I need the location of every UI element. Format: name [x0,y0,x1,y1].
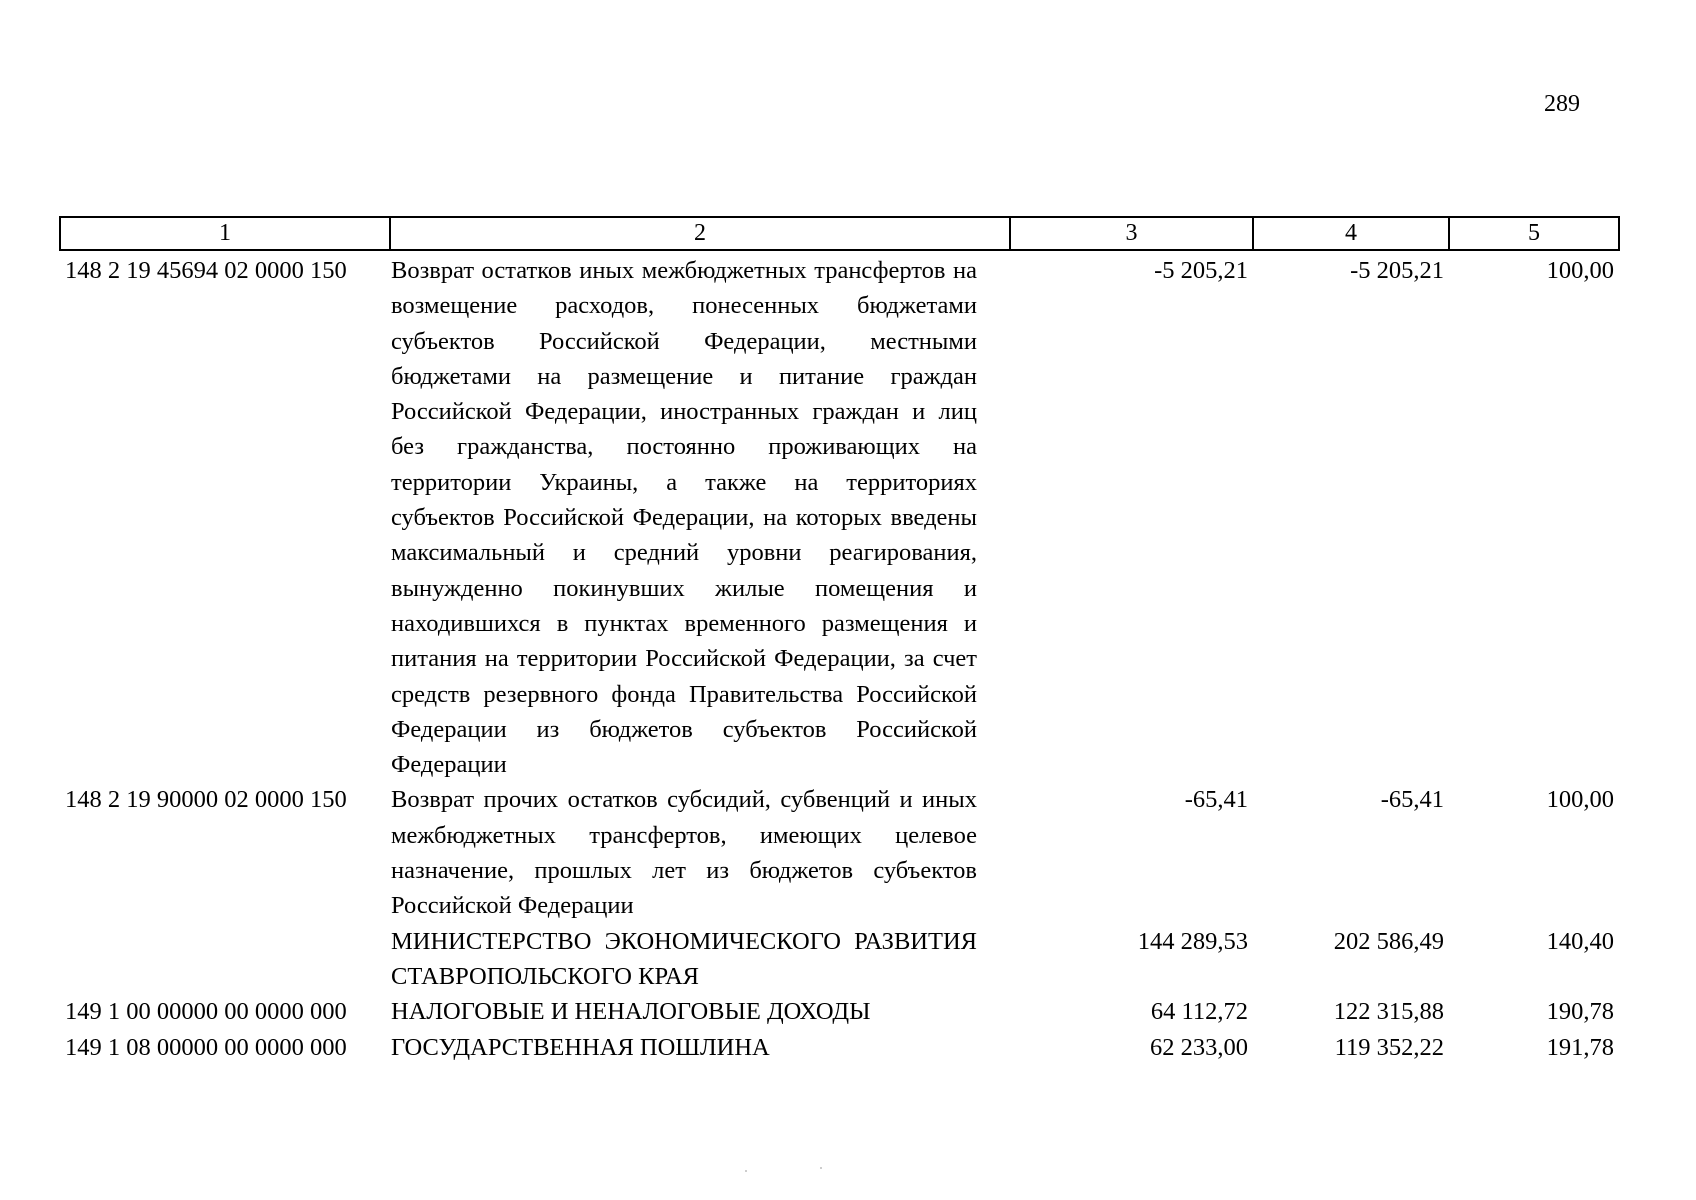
value-col4: 119 352,22 [1334,1033,1444,1061]
value-col5: 100,00 [1546,257,1614,284]
value-col4: -65,41 [1380,786,1444,814]
column-header-5: 5 [1449,217,1619,250]
value-col4: 122 315,88 [1333,998,1444,1026]
value-col5: 190,78 [1546,998,1614,1026]
value-col3: -65,41 [1184,786,1248,814]
page-number: 289 [1544,91,1580,117]
column-header-1: 1 [60,217,390,250]
value-col3: 64 112,72 [1150,998,1248,1026]
table-row [59,1030,1618,1065]
item-name: МИНИСТЕРСТВО ЭКОНОМИЧЕСКОГО РАЗВИТИЯ СТАВРОПОЛЬСКОГО КРАЯ [391,927,977,990]
value-col5: 191,78 [1546,1033,1614,1061]
column-header-4: 4 [1253,217,1449,250]
value-col5: 100,00 [1546,786,1614,814]
value-col5: 140,40 [1546,927,1614,955]
budget-table [59,253,1618,1065]
budget-code: 149 1 00 00000 00 0000 000 [65,998,347,1026]
table-row [59,253,1618,782]
budget-code: 148 2 19 45694 02 0000 150 [65,257,347,284]
value-col4: 202 586,49 [1333,927,1444,955]
item-name: Возврат остатков иных межбюджетных трансфертов на возмещение расходов, понесенных бюджетами субъектов Российской Федерации, местными бюджетами на размещение и питание граждан Российской Федерации, иностранных граждан и лиц без гражданства, постоянно проживающих на территории Украины, а также на территориях субъектов Российской Федерации, на которых введены максимальный и средний уровни реагирования, вынужденно покинувших жилые помещения и находившихся в пунктах временного размещения и питания на территории Российской Федерации, за счет средств резервного фонда Правительства Российской Федерации из бюджетов субъектов Российской Федерации [391,257,977,779]
item-name: ГОСУДАРСТВЕННАЯ ПОШЛИНА [391,1033,770,1061]
scan-speck [820,1167,822,1169]
table-row [59,782,1618,923]
column-number-header [59,216,1620,251]
value-col4: -5 205,21 [1350,257,1444,284]
item-name: Возврат прочих остатков субсидий, субвенций и иных межбюджетных трансфертов, имеющих целевое назначение, прошлых лет из бюджетов субъектов Российской Федерации [391,786,977,920]
budget-code [59,924,389,995]
table-row [59,994,1618,1029]
table-row [59,924,1618,995]
column-header-3: 3 [1010,217,1253,250]
header-row [60,217,1619,250]
value-col3: 62 233,00 [1150,1033,1248,1061]
item-name: НАЛОГОВЫЕ И НЕНАЛОГОВЫЕ ДОХОДЫ [391,998,871,1026]
scan-speck [745,1170,747,1172]
budget-code: 148 2 19 90000 02 0000 150 [65,786,347,814]
value-col3: 144 289,53 [1137,927,1248,955]
budget-code: 149 1 08 00000 00 0000 000 [65,1033,347,1061]
value-col3: -5 205,21 [1154,257,1248,284]
column-header-2: 2 [390,217,1010,250]
